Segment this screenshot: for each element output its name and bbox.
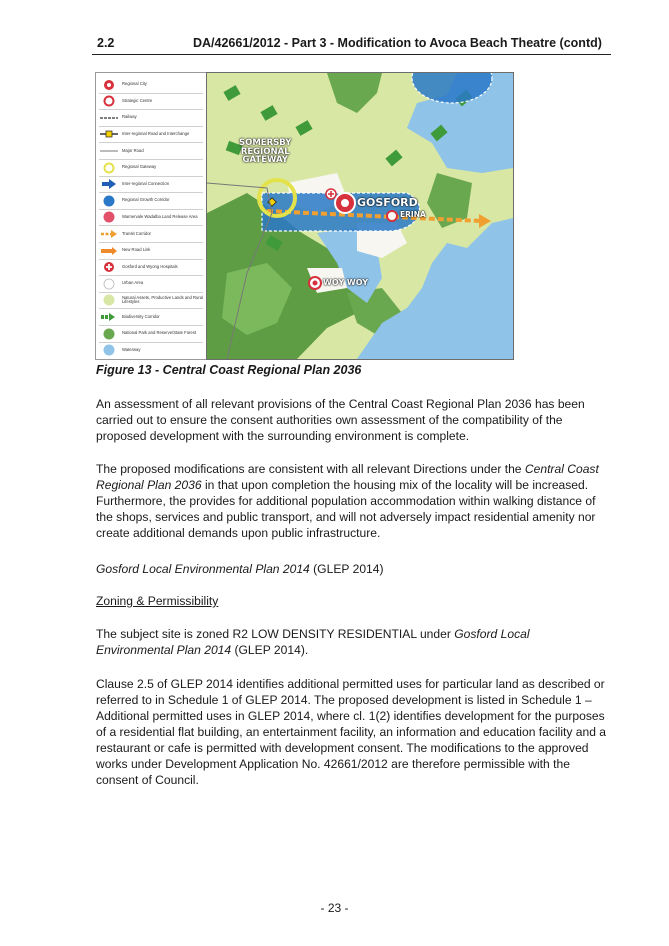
legend-item (99, 143, 203, 158)
legend-label: Major Road (122, 147, 144, 153)
waterway-icon (99, 344, 119, 356)
figure-13 (95, 72, 514, 360)
paragraph-assessment: An assessment of all relevant provisions of the Central Coast Regional Plan 2036 has been carried out to ensure the consent authorities own assessment of the compatibility of the proposed development with the surrounding environment is complete. (96, 397, 585, 443)
p5-text-a: The subject site is zoned R2 LOW DENSITY RESIDENTIAL under (96, 627, 455, 641)
legend-item (99, 276, 203, 291)
legend-label: National Park and Reserve/State Forest (122, 330, 197, 336)
legend-item (99, 293, 203, 308)
railway-icon (99, 112, 119, 124)
hospital-icon (99, 261, 119, 273)
paragraph-glep-heading (96, 561, 608, 577)
legend-label: Waterway (122, 346, 141, 352)
legend-item (99, 110, 203, 125)
connection-arrow-icon (99, 178, 119, 190)
p5-plan-title: Gosford Local Environmental Plan 2014 (96, 627, 530, 657)
map-legend (95, 72, 207, 360)
legend-label: New Road Link (122, 247, 151, 253)
regional-plan-map (206, 72, 514, 360)
p2-plan-title: Central Coast Regional Plan 2036 (96, 462, 599, 492)
p2-text-c: in that upon completion the housing mix of the locality will be increased. Furthermore, the provides for additional population accommodation within walking distance of the shops, services and public transport, and will not adversely impact residential amenity nor create additional demands upon public infrastructure. (96, 478, 596, 540)
legend-item (99, 94, 203, 109)
figure-caption: Figure 13 - Central Coast Regional Plan 2036 (96, 363, 362, 377)
zoning-heading: Zoning & Permissibility (96, 594, 219, 608)
legend-item (99, 177, 203, 192)
legend-item (99, 210, 203, 225)
strategic-centre-icon (99, 95, 119, 107)
page-number: - 23 - (320, 901, 349, 915)
header-title: DA/42661/2012 - Part 3 - Modification to Avoca Beach Theatre (contd) (193, 36, 602, 50)
growth-corridor-icon (99, 195, 119, 207)
legend-label: Urban Area (122, 280, 144, 286)
urban-area-icon (99, 278, 119, 290)
legend-label: Transit Corridor (122, 230, 151, 236)
legend-item (99, 309, 203, 324)
legend-item (99, 226, 203, 241)
gateway-line-1: SOMERSBY (239, 138, 292, 148)
map-label-erina: ERINA (400, 210, 426, 219)
legend-label: Railway (122, 114, 137, 120)
map-label-woywoy: WOY WOY (323, 278, 369, 287)
legend-label: Gosford and Wyong Hospitals (122, 263, 178, 269)
legend-label: Regional City (122, 81, 147, 87)
legend-label: Regional Growth Corridor (122, 197, 170, 203)
regional-city-icon (99, 79, 119, 91)
legend-item (99, 326, 203, 341)
paragraph-directions (96, 461, 608, 541)
p2-text-a: The proposed modifications are consistent with all relevant Directions under the (96, 462, 525, 476)
legend-item (99, 77, 203, 92)
natural-assets-icon (99, 294, 119, 306)
glep-title: Gosford Local Environmental Plan 2014 (96, 562, 310, 576)
biodiversity-corridor-icon (99, 311, 119, 323)
legend-item (99, 243, 203, 258)
transit-corridor-icon (99, 228, 119, 240)
p5-text-c: (GLEP 2014). (231, 643, 309, 657)
legend-item (99, 160, 203, 175)
interchange-icon (99, 128, 119, 140)
legend-item (99, 260, 203, 275)
glep-abbrev: (GLEP 2014) (309, 562, 384, 576)
legend-label: Strategic Centre (122, 97, 153, 103)
legend-label: Regional Gateway (122, 164, 157, 170)
gateway-line-2: REGIONAL (240, 146, 290, 157)
legend-label: Biodiversity Corridor (122, 313, 160, 319)
paragraph-zoning (96, 626, 608, 658)
map-graphic (207, 73, 513, 359)
gateway-line-3: GATEWAY (242, 155, 288, 166)
legend-item (99, 343, 203, 358)
legend-label: Inter-regional Road and Interchange (122, 131, 190, 136)
legend-label: Inter-regional Connection (122, 180, 170, 186)
land-release-icon (99, 211, 119, 223)
section-number: 2.2 (97, 36, 115, 50)
new-road-icon (99, 245, 119, 257)
regional-gateway-icon (99, 162, 119, 174)
paragraph-clause: Clause 2.5 of GLEP 2014 identifies additional permitted uses for particular land as described or referred to in Schedule 1 of GLEP 2014. The proposed development is listed in Schedule 1 – Additional permitted uses in GLEP 2014, where cl. 1(2) identifies development for the purposes of a residential flat building, an entertainment facility, an information and education facility and a restaurant or cafe is permitted with development consent. The modifications to the approved works under Development Application No. 42661/2012 are therefore permissible with the consent of Council. (96, 677, 607, 787)
legend-label: Natural Assets, Productive Lands and Rural Lifestyles (122, 294, 204, 305)
legend-item (99, 127, 203, 142)
map-label-gosford: GOSFORD (357, 196, 418, 209)
national-park-icon (99, 328, 119, 340)
header-rule (92, 54, 611, 55)
major-road-icon (99, 145, 119, 157)
legend-item (99, 193, 203, 208)
map-label-gateway (239, 139, 291, 165)
legend-label: Warnervale Wadalba Land Release Area (122, 214, 198, 219)
